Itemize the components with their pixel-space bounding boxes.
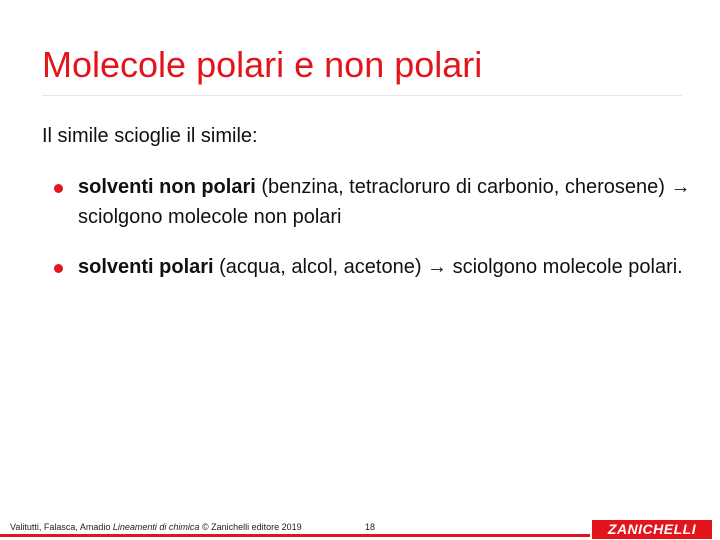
title-divider: [42, 95, 682, 96]
bullet-item: [54, 172, 694, 232]
bullet-strong-text: solventi non polari: [78, 176, 256, 198]
bullet-dot-icon: [54, 264, 63, 273]
bullet-dot-icon: [54, 184, 63, 193]
bullet-text: (acqua, alcol, acetone) → sciolgono molecole polari.: [213, 256, 683, 278]
footer-credit-publisher: © Zanichelli editore 2019: [199, 522, 302, 532]
page-number: 18: [365, 522, 376, 532]
footer-credit-authors: Valitutti, Falasca, Amadio: [10, 522, 113, 532]
footer-credit-book: Lineamenti di chimica: [112, 522, 200, 532]
zanichelli-logo: ZANICHELLI: [592, 520, 712, 539]
bullet-item: [54, 252, 694, 282]
intro-text: Il simile scioglie il simile:: [42, 125, 258, 147]
bullet-text: (benzina, tetracloruro di carbonio, cherosene) → sciolgono molecole non polari: [78, 176, 691, 228]
footer-divider: [0, 534, 590, 537]
bullet-strong-text: solventi polari: [78, 256, 214, 278]
bullet-list: [54, 172, 694, 302]
slide-title: Molecole polari e non polari: [42, 44, 483, 85]
footer-credit: [10, 522, 302, 532]
